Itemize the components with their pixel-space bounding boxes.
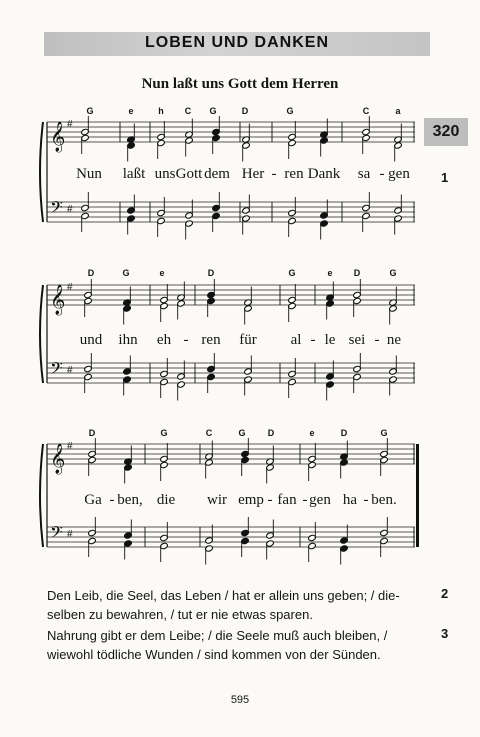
- lyric-hyphen: -: [302, 492, 308, 508]
- chord: D: [267, 428, 275, 438]
- chord: G: [380, 428, 388, 438]
- lyric-syllable: ben.: [371, 492, 397, 508]
- chord: e: [128, 106, 134, 116]
- lyric-syllable: eh: [156, 332, 172, 348]
- brace: [40, 444, 43, 547]
- chord: G: [86, 106, 94, 116]
- lyric-hyphen: -: [183, 332, 189, 348]
- lyric-syllable: wir: [207, 492, 227, 508]
- lyric-syllable: gen: [388, 166, 410, 182]
- chord: G: [286, 106, 294, 116]
- verse-number-2: 2: [441, 586, 449, 601]
- bass-clef-icon: 𝄢: [50, 197, 63, 221]
- treble-clef-icon: 𝄞: [50, 444, 66, 474]
- song-title: Nun laßt uns Gott dem Herren: [141, 76, 339, 92]
- chord: h: [158, 106, 164, 116]
- lyric-hyphen: -: [379, 166, 385, 182]
- chord: D: [207, 268, 215, 278]
- lyric-hyphen: -: [310, 332, 316, 348]
- final-barline: [416, 444, 419, 547]
- page-number: 595: [230, 694, 250, 706]
- lyric-syllable: uns: [154, 166, 176, 182]
- chord: a: [395, 106, 401, 116]
- sharp-icon: #: [67, 119, 73, 130]
- treble-clef-icon: 𝄞: [50, 122, 66, 152]
- verse-3-text: [47, 626, 419, 664]
- verse-2-text: [47, 586, 419, 624]
- lyric-hyphen: -: [271, 166, 277, 182]
- lyric-syllable: al: [290, 332, 302, 348]
- lyric-syllable: für: [239, 332, 257, 348]
- lyric-syllable: Ga: [84, 492, 102, 508]
- chord: G: [389, 268, 397, 278]
- chord: G: [288, 268, 296, 278]
- lyric-syllable: Gott: [175, 166, 203, 182]
- brace: [40, 285, 43, 383]
- sharp-icon: #: [67, 204, 73, 215]
- lyric-syllable: laßt: [122, 166, 146, 182]
- lyric-hyphen: -: [109, 492, 115, 508]
- chord: G: [238, 428, 246, 438]
- lyric-syllable: le: [324, 332, 336, 348]
- chord: D: [87, 268, 95, 278]
- lyric-syllable: sa: [357, 166, 371, 182]
- lyric-syllable: ihn: [118, 332, 138, 348]
- lyric-syllable: ren: [201, 332, 221, 348]
- chord: D: [340, 428, 348, 438]
- lyric-syllable: emp: [238, 492, 264, 508]
- lyric-syllable: sei: [348, 332, 366, 348]
- verse-number-3: 3: [441, 626, 449, 641]
- lyric-syllable: ne: [386, 332, 402, 348]
- chord: e: [159, 268, 165, 278]
- lyric-syllable: ren: [284, 166, 304, 182]
- chord: G: [209, 106, 217, 116]
- verse-3-line-1: Nahrung gibt er dem Leibe; / die Seele muß auch bleiben, /: [47, 628, 388, 643]
- chord: G: [160, 428, 168, 438]
- chord: D: [353, 268, 361, 278]
- lyric-syllable: Dank: [307, 166, 341, 182]
- chord: C: [184, 106, 192, 116]
- chord: C: [362, 106, 370, 116]
- verse-number-1: 1: [441, 170, 449, 185]
- chord: D: [88, 428, 96, 438]
- sharp-icon: #: [67, 365, 73, 376]
- sharp-icon: #: [67, 441, 73, 452]
- lyric-hyphen: -: [374, 332, 380, 348]
- chord: G: [122, 268, 130, 278]
- bass-clef-icon: 𝄢: [50, 522, 63, 546]
- verse-3-line-2: wiewohl tödliche Wunden / sind kommen von der Sünden.: [47, 647, 381, 662]
- treble-clef-icon: 𝄞: [50, 285, 66, 315]
- section-title: LOBEN UND DANKEN: [145, 34, 329, 51]
- brace: [40, 122, 43, 222]
- verse-2-line-2: selben zu bewahren, / tut er nie etwas sparen.: [47, 607, 313, 622]
- lyric-syllable: Nun: [76, 166, 102, 182]
- chord: D: [241, 106, 249, 116]
- sharp-icon: #: [67, 529, 73, 540]
- chord: e: [309, 428, 315, 438]
- bass-clef-icon: 𝄢: [50, 358, 63, 382]
- lyric-hyphen: -: [267, 492, 273, 508]
- sharp-icon: #: [67, 282, 73, 293]
- lyric-syllable: dem: [204, 166, 230, 182]
- lyric-syllable: gen: [309, 492, 331, 508]
- lyric-hyphen: -: [363, 492, 369, 508]
- lyric-syllable: und: [79, 332, 103, 348]
- lyric-syllable: fan: [277, 492, 297, 508]
- lyric-syllable: die: [156, 492, 176, 508]
- lyric-syllable: ben,: [117, 492, 143, 508]
- lyric-syllable: Her: [241, 166, 265, 182]
- chord: C: [205, 428, 213, 438]
- lyric-syllable: ha: [342, 492, 358, 508]
- hymn-number-badge: 320: [424, 118, 468, 146]
- chord: e: [327, 268, 333, 278]
- verse-2-line-1: Den Leib, die Seel, das Leben / hat er allein uns geben; / die-: [47, 588, 400, 603]
